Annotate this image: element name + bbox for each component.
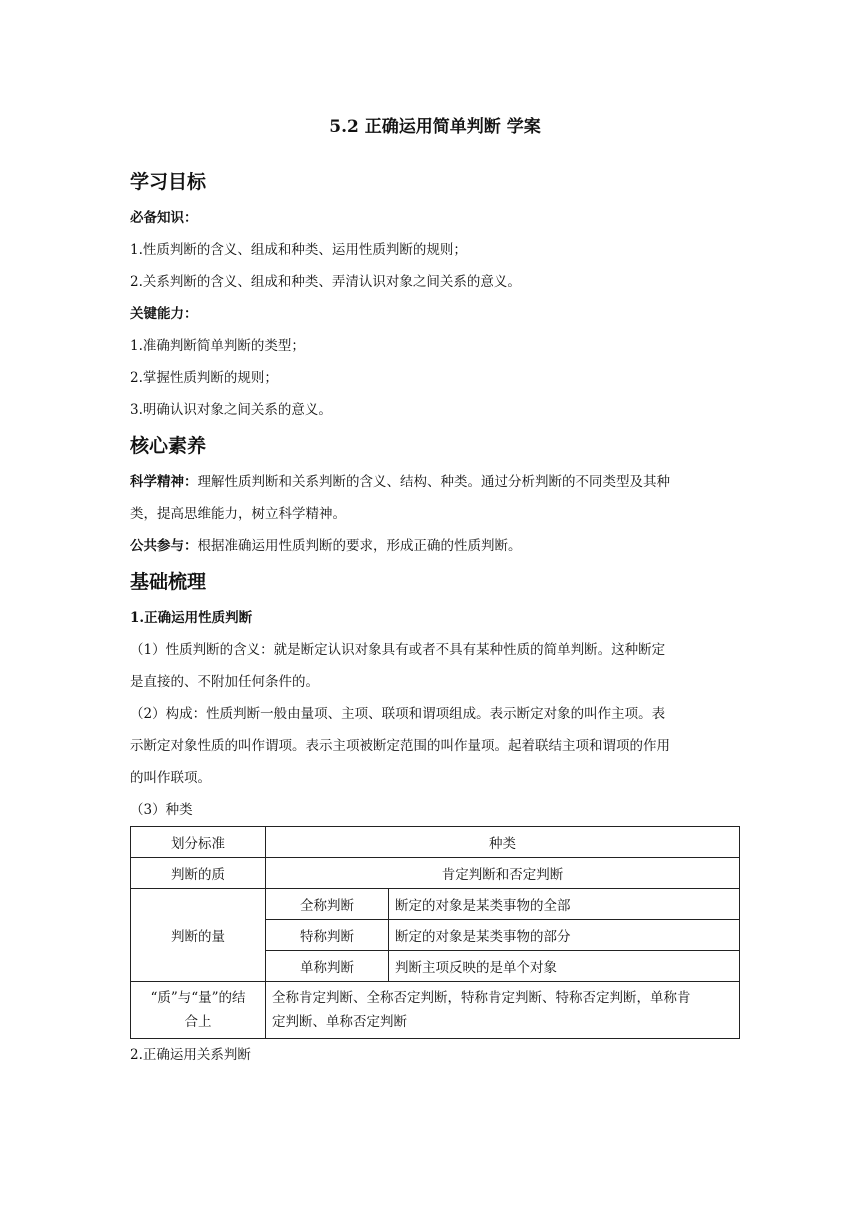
table-cell-kind: 全称判断 [266, 889, 389, 920]
para-types: （3）种类 [130, 802, 193, 818]
section-heading-core-literacy: 核心素养 [130, 435, 207, 457]
table-cell-kind: 单称判断 [266, 951, 389, 982]
core-item-science-text-2: 类，提高思维能力，树立科学精神。 [130, 506, 346, 522]
para-structure-3: 的叫作联项。 [130, 770, 211, 786]
table-row [131, 827, 740, 858]
table-cell-kind: 特称判断 [266, 920, 389, 951]
table-cell-combo-value-line-1: 全称肯定判断、全称否定判断，特称肯定判断、特称否定判断，单称肯 [272, 990, 691, 1006]
table-cell-desc: 判断主项反映的是单个对象 [389, 951, 740, 982]
core-item-public-text: 根据准确运用性质判断的要求，形成正确的性质判断。 [197, 538, 522, 554]
table-cell-quality-label: 判断的质 [131, 858, 266, 889]
core-item-public [130, 530, 740, 562]
table-cell-combo-label-line-1: “质”与“量”的结 [150, 990, 246, 1006]
section-heading-basics: 基础梳理 [130, 571, 207, 593]
core-item-science-lead: 科学精神： [130, 474, 198, 490]
table-cell-combo-value [266, 982, 740, 1039]
para-structure-2: 示断定对象性质的叫作谓项。表示主项被断定范围的叫作量项。起着联结主项和谓项的作用 [130, 738, 670, 754]
ability-item-3: 3.明确认识对象之间关系的意义。 [130, 402, 332, 418]
table-cell-desc: 断定的对象是某类事物的部分 [389, 920, 740, 951]
knowledge-item-2: 2.关系判断的含义、组成和种类、弄清认识对象之间关系的意义。 [130, 274, 521, 290]
ability-item-2: 2.掌握性质判断的规则； [130, 370, 278, 386]
para-structure-1: （2）构成：性质判断一般由量项、主项、联项和谓项组成。表示断定对象的叫作主项。表 [130, 706, 666, 722]
core-item-public-lead: 公共参与： [130, 538, 198, 554]
table-header-types: 种类 [266, 827, 740, 858]
table-row [131, 889, 740, 920]
table-cell-combo-value-line-2: 定判断、单称否定判断 [272, 1014, 407, 1030]
para-definition-2: 是直接的、不附加任何条件的。 [130, 674, 319, 690]
ability-item-1: 1.准确判断简单判断的类型； [130, 338, 305, 354]
knowledge-label: 必备知识： [130, 210, 198, 226]
table-cell-combo-label [131, 982, 266, 1039]
core-item-science-text-1: 理解性质判断和关系判断的含义、结构、种类。通过分析判断的不同类型及其种 [197, 474, 670, 490]
table-row [131, 982, 740, 1039]
document-content [130, 114, 740, 1071]
para-definition-1: （1）性质判断的含义：就是断定认识对象具有或者不具有某种性质的简单判断。这种断定 [130, 642, 666, 658]
table-row [131, 858, 740, 889]
subheading-property-judgment: 1.正确运用性质判断 [130, 610, 253, 626]
ability-label: 关键能力： [130, 306, 198, 322]
table-header-criteria: 划分标准 [131, 827, 266, 858]
core-item-science [130, 466, 740, 498]
section-heading-learning-goals: 学习目标 [130, 171, 207, 193]
table-cell-quality-value: 肯定判断和否定判断 [266, 858, 740, 889]
document-title: 5.2 正确运用简单判断 学案 [329, 117, 541, 137]
knowledge-item-1: 1.性质判断的含义、组成和种类、运用性质判断的规则； [130, 242, 467, 258]
classification-table [130, 826, 740, 1039]
table-cell-desc: 断定的对象是某类事物的全部 [389, 889, 740, 920]
subheading-relation-judgment: 2.正确运用关系判断 [130, 1047, 251, 1063]
table-cell-combo-label-line-2: 合上 [184, 1014, 212, 1030]
table-cell-quantity-label: 判断的量 [131, 889, 266, 982]
